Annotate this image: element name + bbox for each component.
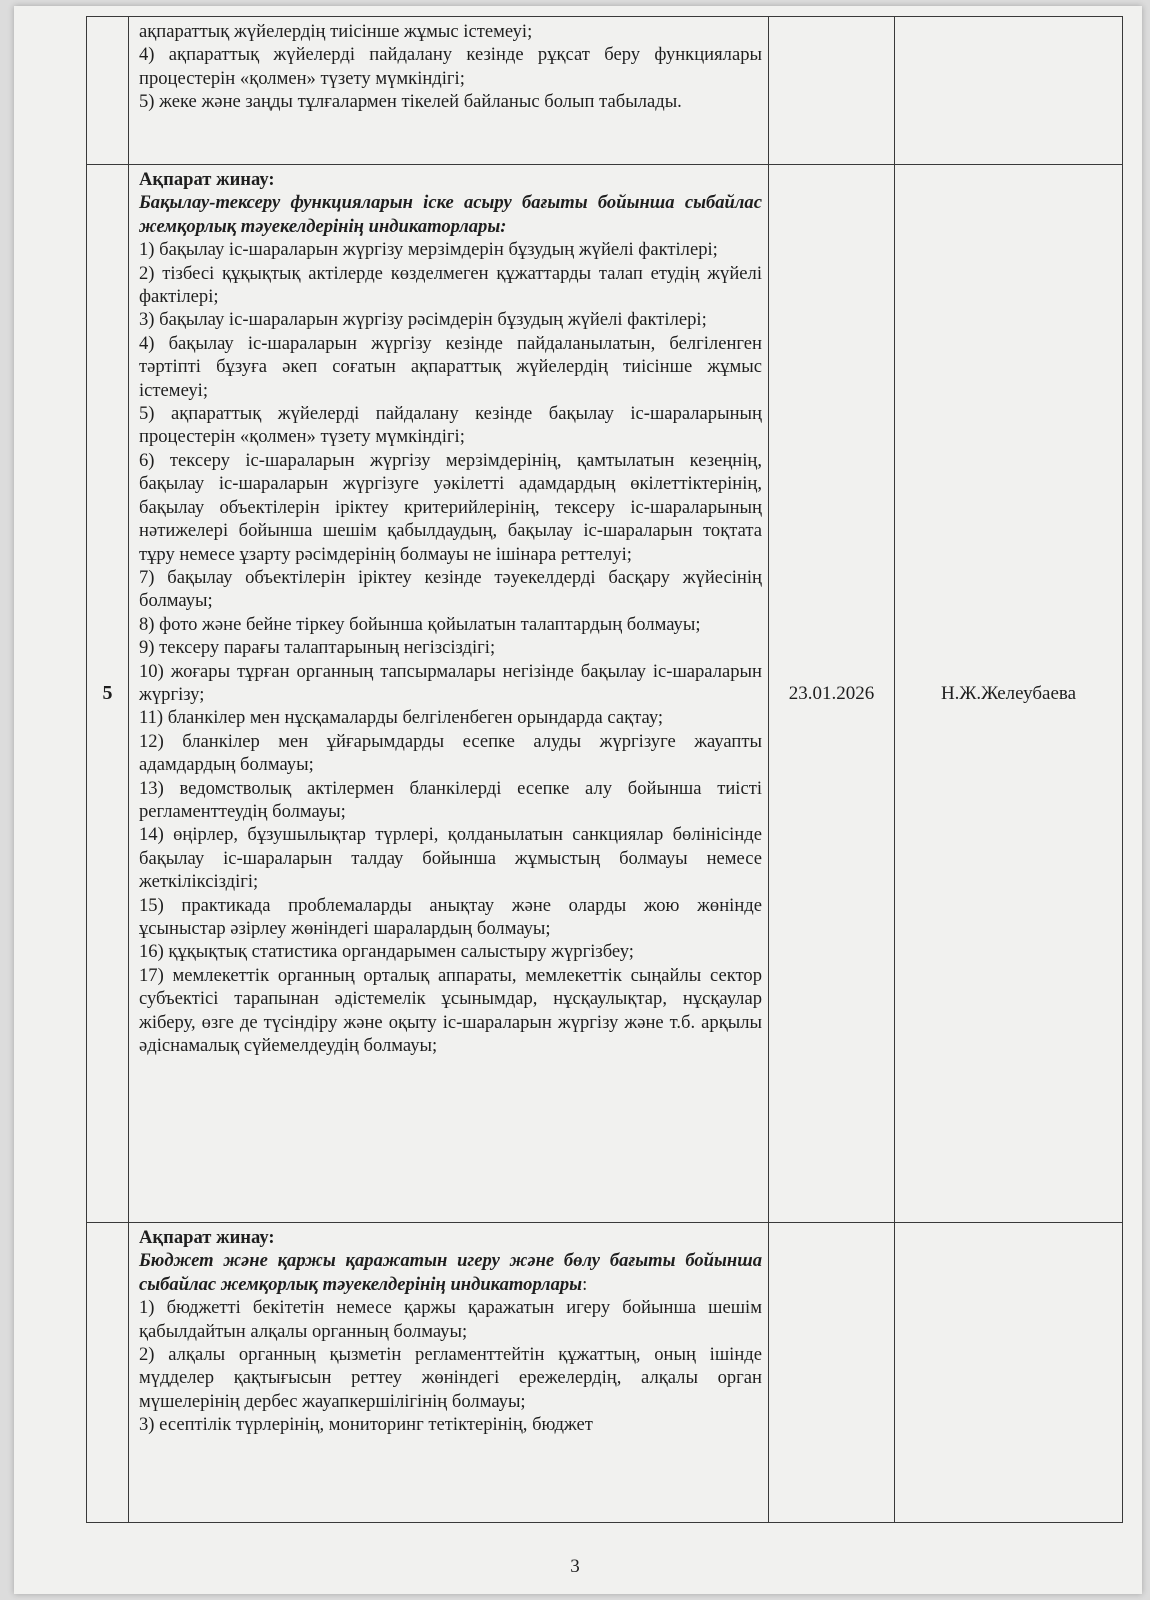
section-heading: Ақпарат жинау: (139, 169, 275, 190)
list-item: 5) ақпараттық жүйелерді пайдалану кезінде бақылау іс-шараларының процестерін «қолмен» түзету мүмкіндігі; (139, 403, 762, 448)
list-item: 12) бланкілер мен ұйғарымдарды есепке алуды жүргізуге жауапты адамдардың болмауы; (139, 730, 762, 776)
row-responsible (895, 1223, 1123, 1523)
row-deadline (769, 1223, 895, 1523)
list-item: 16) құқықтық статистика органдарымен салыстыру жүргізбеу; (139, 941, 634, 963)
list-item: 15) практикада проблемаларды анықтау және оларды жою жөнінде ұсыныстар әзірлеу жөніндегі шаралардың болмауы; (139, 894, 762, 939)
page-number: 3 (570, 1556, 580, 1577)
subheading-text: Бюджет және қаржы қаражатын игеру және бөлу бағыты бойынша сыбайлас жемқорлық тәуекелдерінің индикаторлары (139, 1250, 762, 1295)
section-heading: Ақпарат жинау: (139, 1227, 275, 1248)
table-row (87, 1223, 1123, 1523)
list-item: 3) бақылау іс-шараларын жүргізу рәсімдерін бұзудың жүйелі фактілері; (139, 309, 707, 331)
list-item: 4) бақылау іс-шараларын жүргізу кезінде пайдаланылатын, белгіленген тәртіпті бұзуға әкеп соғатын ақпараттық жүйелердің тиісінше жұмыс істемеуі; (139, 332, 762, 401)
list-item: 10) жоғары тұрған органның тапсырмалары негізінде бақылау іс-шараларын жүргізу; (139, 660, 762, 705)
row-description (129, 165, 769, 1223)
row-description (129, 1223, 769, 1523)
list-item: 13) ведомстволық актілермен бланкілерді есепке алу бойынша тиісті регламенттеудің болмауы; (139, 777, 762, 822)
section-subheading: Бақылау-тексеру функцияларын іске асыру бағыты бойынша сыбайлас жемқорлық тәуекелдерінің индикаторлары: (139, 192, 762, 237)
list-item: 9) тексеру парағы талаптарының негізсіздігі; (139, 637, 496, 659)
table-row (87, 165, 1123, 1223)
row-description (129, 17, 769, 165)
section-subheading (139, 1249, 762, 1296)
row-deadline: 23.01.2026 (769, 165, 895, 1223)
list-item: 3) есептілік түрлерінің, мониторинг тетіктерінің, бюджет (139, 1414, 593, 1436)
list-item: 2) алқалы органның қызметін регламенттейтін құжаттың, оның ішінде мүдделер қақтығысын реттеу жөніндегі ережелердің, алқалы орган мүшелерінің дербес жауапкершілігінің болмауы; (139, 1344, 762, 1412)
list-item: 5) жеке және заңды тұлғалармен тікелей байланыс болып табылады. (139, 91, 682, 113)
list-item: ақпараттық жүйелердің тиісінше жұмыс істемеуі; (139, 21, 533, 42)
list-item: 4) ақпараттық жүйелерді пайдалану кезінде рұқсат беру функциялары процестерін «қолмен» түзету мүмкіндігі; (139, 44, 762, 89)
row-number: 5 (87, 165, 129, 1223)
list-item: 7) бақылау объектілерін іріктеу кезінде тәуекелдерді басқару жүйесінің болмауы; (139, 566, 762, 612)
list-item: 17) мемлекеттік органның орталық аппараты, мемлекеттік сыңайлы сектор субъектісі тарапынан әдістемелік ұсынымдар, нұсқаулықтар, нұсқаулар жіберу, өзге де түсіндіру және оқыту іс-шараларын жүргізу және т.б. арқылы әдіснамалық сүйемелдеудің болмауы; (139, 964, 762, 1057)
table-row (87, 17, 1123, 165)
row-number (87, 1223, 129, 1523)
list-item: 1) бақылау іс-шараларын жүргізу мерзімдерін бұзудың жүйелі фактілері; (139, 239, 718, 261)
row-number (87, 17, 129, 165)
list-item: 11) бланкілер мен нұсқамаларды белгіленбеген орындарда сақтау; (139, 707, 664, 729)
row-responsible: Н.Ж.Желеубаева (895, 165, 1123, 1223)
subheading-colon: : (582, 1273, 588, 1295)
plan-table (86, 16, 1123, 1523)
list-item: 14) өңірлер, бұзушылықтар түрлері, қолданылатын санкциялар бөлінісінде бақылау іс-шараларын талдау бойынша жұмыстың болмауы немесе жеткіліксіздігі; (139, 824, 762, 893)
row-responsible (895, 17, 1123, 165)
document-page (14, 6, 1142, 1594)
row-deadline (769, 17, 895, 165)
list-item: 8) фото және бейне тіркеу бойынша қойылатын талаптардың болмауы; (139, 613, 701, 635)
list-item: 2) тізбесі құқықтық актілерде көзделмеген құжаттарды талап етудің жүйелі фактілері; (139, 262, 762, 308)
list-item: 6) тексеру іс-шараларын жүргізу мерзімдерінің, қамтылатын кезеңнің, бақылау іс-шараларын жүргізуге уәкілетті адамдардың өкілеттіктерінің, бақылау объектілерін іріктеу критерийлерінің, тексеру іс-шараларының нәтижелері бойынша шешім қабылдаудың, бақылау іс-шараларын тоқтата тұру немесе ұзарту рәсімдерінің болмауы не ішінара реттелуі; (139, 449, 762, 565)
list-item: 1) бюджетті бекітетін немесе қаржы қаражатын игеру бойынша шешім қабылдайтын алқалы органның болмауы; (139, 1297, 762, 1342)
